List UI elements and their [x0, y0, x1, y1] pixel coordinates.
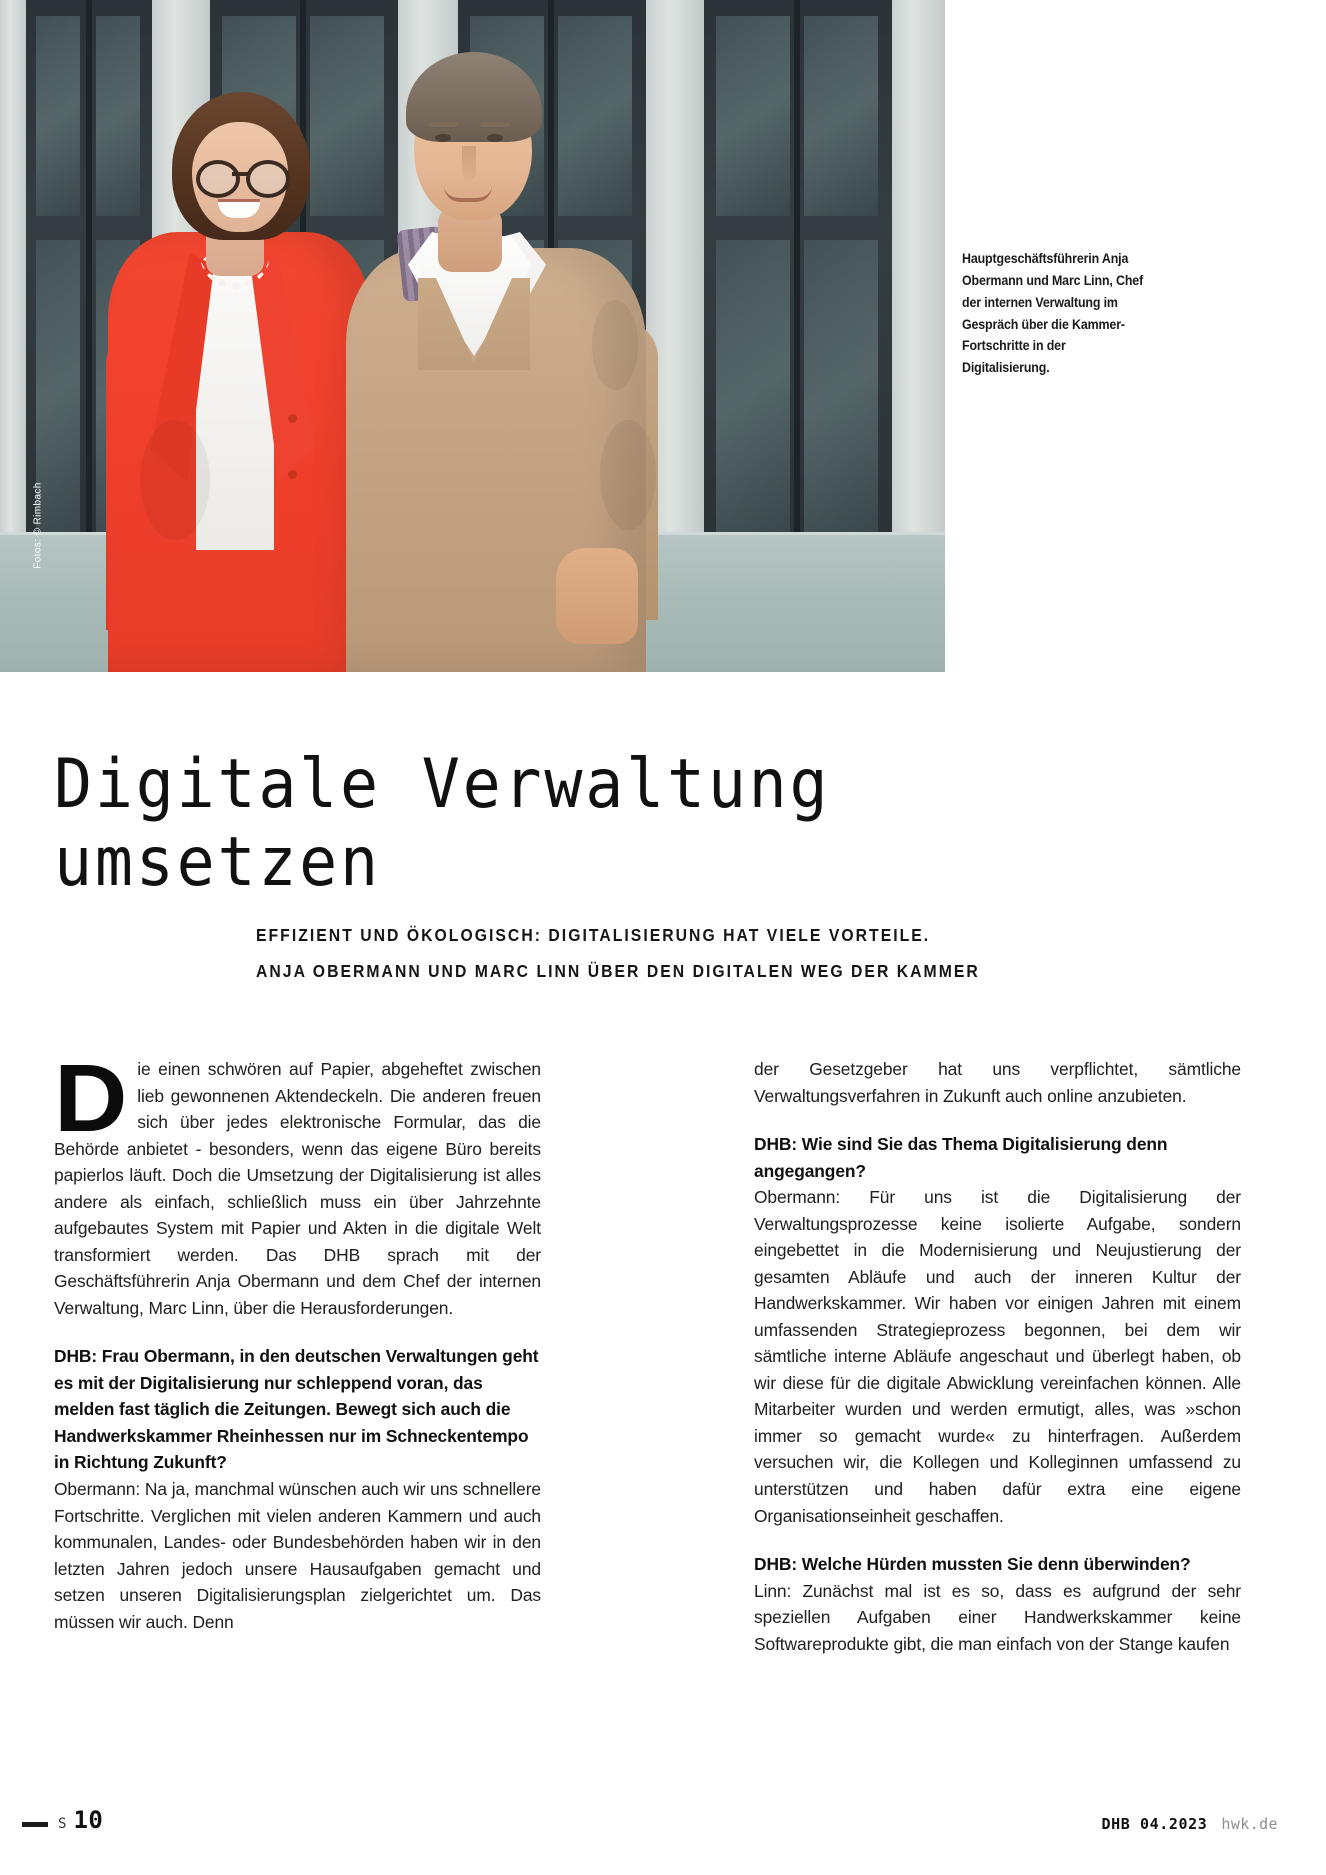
- footer-imprint: [1101, 1814, 1278, 1833]
- photo-credit: Fotos: © Rimbach: [32, 482, 44, 569]
- interview-question-2: DHB: Wie sind Sie das Thema Digitalisierung denn angegangen?: [754, 1134, 1168, 1181]
- headline-line-1: Digitale Verwaltung: [54, 744, 831, 824]
- interview-question-3: DHB: Welche Hürden mussten Sie denn überwinden?: [754, 1554, 1191, 1575]
- person-woman-button: [288, 414, 297, 423]
- person-woman-glasses-right: [246, 160, 290, 198]
- person-man-eye-right: [487, 134, 503, 142]
- person-man-brow-left: [428, 122, 458, 127]
- drop-cap: D: [54, 1045, 128, 1152]
- person-man-brow-right: [480, 122, 510, 127]
- interview-answer-2: Obermann: Für uns ist die Digitalisierung der Verwaltungsprozesse keine isolierte Aufgabe, sondern eingebettet in die Modernisierung und Neujustierung der gesamten Abläufe und auch der inneren Kultur der Handwerkskammer. Wir haben vor einigen Jahren mit einem umfassenden Strategieprozess begonnen, bei dem wir sämtliche interne Abläufe angeschaut und überlegt haben, ob wir diese für die digitale Abwicklung vereinfachen können. Alle Mitarbeiter wurden und werden ermutigt, alles, was »schon immer so gemacht wurde« zu hinterfragen. Außerdem versuchen wir, die Kollegen und Kolleginnen umfassend zu unterstützen und haben dafür extra eine eigene Organisationseinheit geschaffen.: [754, 1187, 1241, 1526]
- window-bay: [704, 0, 892, 560]
- page-title: [54, 746, 1151, 904]
- article-column-right: [754, 1056, 1241, 1657]
- person-man-eye-left: [435, 134, 451, 142]
- person-man-nose: [462, 146, 476, 180]
- page-number-value: 10: [73, 1806, 104, 1834]
- subtitle-line-1: EFFIZIENT UND ÖKOLOGISCH: DIGITALISIERUNG HAT VIELE VORTEILE.: [256, 925, 931, 945]
- article-intro-text: ie einen schwören auf Papier, abgeheftet zwischen lieb gewonnenen Aktendeckeln. Die anderen freuen sich über jedes elektronische Formular, das die Behörde anbietet - besonders, wenn das eigene Büro bereits papierlos läuft. Doch die Umsetzung der Digitalisierung ist alles andere als einfach, schließlich muss ein über Jahrzehnte aufgebautes System mit Papier und Akten in die digitale Welt transformiert werden. Das DHB sprach mit der Geschäftsführerin Anja Obermann und dem Chef der internen Verwaltung, Marc Linn, über die Herausforderungen.: [54, 1059, 541, 1318]
- subtitle-line-2: ANJA OBERMANN UND MARC LINN ÜBER DEN DIGITALEN WEG DER KAMMER: [256, 960, 980, 981]
- person-woman-glasses-left: [196, 160, 240, 198]
- article-intro-paragraph: [54, 1045, 541, 1321]
- page-number: [58, 1806, 103, 1834]
- person-woman-button: [288, 470, 297, 479]
- interview-answer-3: Linn: Zunächst mal ist es so, dass es aufgrund der sehr speziellen Aufgaben einer Handwerkskammer keine Softwareprodukte gibt, die man einfach von der Stange kaufen: [754, 1580, 1241, 1654]
- hero-photo: [0, 0, 945, 672]
- interview-answer-1-continued: der Gesetzgeber hat uns verpflichtet, sämtliche Verwaltungsverfahren in Zukunft auch online anzubieten.: [754, 1059, 1241, 1106]
- page-subtitle: [256, 918, 1066, 990]
- interview-question-1: DHB: Frau Obermann, in den deutschen Verwaltungen geht es mit der Digitalisierung nur schleppend voran, das melden fast täglich die Zeitungen. Bewegt sich auch die Handwerkskammer Rheinhessen nur im Schneckentempo in Richtung Zukunft?: [54, 1346, 539, 1473]
- issue-label: DHB 04.2023: [1101, 1815, 1208, 1833]
- footer-rule: [22, 1822, 48, 1827]
- page-number-prefix: S: [58, 1816, 68, 1832]
- website-label: hwk.de: [1221, 1815, 1278, 1833]
- person-man-hand: [556, 548, 638, 644]
- interview-answer-1: Obermann: Na ja, manchmal wünschen auch wir uns schnellere Fortschritte. Verglichen mit vielen anderen Kammern und auch kommunalen, Landes- oder Bundesbehörden haben wir in den letzten Jahren jedoch unsere Hausaufgaben gemacht und setzen unseren Digitalisierungsplan zielgerichtet um. Das müssen wir auch. Denn: [54, 1478, 541, 1632]
- person-woman-glasses-bridge: [232, 172, 248, 176]
- photo-caption: Hauptgeschäftsführerin Anja Obermann und Marc Linn, Chef der internen Verwaltung im Gespräch über die Kammer-Fortschritte in der Digitalisierung.: [962, 251, 1144, 376]
- article-column-left: [54, 1045, 541, 1635]
- headline-line-2: umsetzen: [54, 823, 381, 903]
